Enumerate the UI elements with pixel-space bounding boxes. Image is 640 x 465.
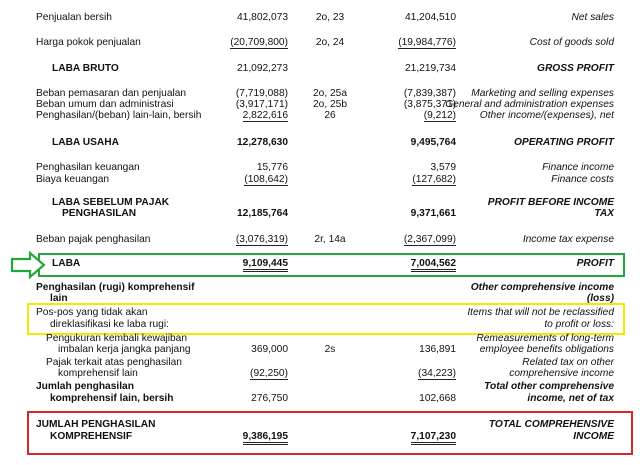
pbt-en-line1: PROFIT BEFORE INCOME bbox=[487, 197, 614, 208]
general-admin-label: Beban umum dan administrasi bbox=[36, 99, 174, 110]
related-tax-current: (92,250) bbox=[250, 368, 288, 379]
total-ci-current: 9,386,195 bbox=[243, 431, 288, 445]
total-oci-line1: Jumlah penghasilan bbox=[36, 381, 134, 392]
oci-header-en-line2: (loss) bbox=[586, 293, 614, 304]
net-sales-prior: 41,204,510 bbox=[405, 12, 456, 23]
cogs-prior: (19,984,776) bbox=[398, 37, 456, 48]
general-admin-prior: (3,875,371) bbox=[403, 99, 456, 110]
total-oci-prior: 102,668 bbox=[419, 393, 456, 404]
tax-en: Income tax expense bbox=[522, 234, 614, 245]
marketing-en: Marketing and selling expenses bbox=[471, 88, 614, 99]
finance-income-label: Penghasilan keuangan bbox=[36, 162, 140, 173]
profit-en: PROFIT bbox=[576, 258, 614, 269]
tax-note: 2r, 14a bbox=[314, 234, 346, 245]
finance-costs-prior: (127,682) bbox=[412, 174, 456, 185]
finance-costs-current: (108,642) bbox=[244, 174, 288, 185]
general-admin-note: 2o, 25b bbox=[313, 99, 347, 110]
remeasure-en-line2: employee benefits obligations bbox=[479, 344, 614, 355]
total-oci-en-line1: Total other comprehensive bbox=[484, 381, 614, 392]
net-sales-note: 2o, 23 bbox=[315, 12, 345, 23]
total-ci-en-line1: TOTAL COMPREHENSIVE bbox=[488, 419, 614, 430]
not-reclass-line2: direklasifikasi ke laba rugi: bbox=[50, 319, 169, 330]
remeasure-current: 369,000 bbox=[251, 344, 288, 355]
gross-profit-label: LABA BRUTO bbox=[52, 63, 119, 74]
finance-income-current: 15,776 bbox=[256, 162, 288, 173]
other-income-note: 26 bbox=[324, 110, 336, 121]
finance-costs-en: Finance costs bbox=[551, 174, 614, 185]
total-ci-line2: KOMPREHENSIF bbox=[50, 431, 133, 442]
related-tax-prior: (34,223) bbox=[418, 368, 456, 379]
tax-prior: (2,367,099) bbox=[403, 234, 456, 245]
cogs-en: Cost of goods sold bbox=[529, 37, 614, 48]
tax-current: (3,076,319) bbox=[235, 234, 288, 245]
other-income-en: Other income/(expenses), net bbox=[479, 110, 614, 121]
finance-income-prior: 3,579 bbox=[430, 162, 456, 173]
related-tax-line1: Pajak terkait atas penghasilan bbox=[46, 357, 182, 368]
pbt-prior: 9,371,661 bbox=[410, 208, 456, 219]
pbt-label-line1: LABA SEBELUM PAJAK bbox=[52, 197, 170, 208]
oci-header-line2: lain bbox=[50, 293, 68, 304]
not-reclass-line1: Pos-pos yang tidak akan bbox=[36, 307, 148, 318]
oci-header-line1: Penghasilan (rugi) komprehensif bbox=[36, 282, 195, 293]
total-oci-en-line2: income, net of tax bbox=[527, 393, 614, 404]
cogs-note: 2o, 24 bbox=[315, 37, 345, 48]
net-sales-label: Penjualan bersih bbox=[36, 12, 112, 23]
net-sales-en: Net sales bbox=[571, 12, 614, 23]
other-income-label: Penghasilan/(beban) lain-lain, bersih bbox=[36, 110, 202, 121]
related-tax-en-line2: comprehensive income bbox=[509, 368, 614, 379]
not-reclass-en-line2: to profit or loss: bbox=[544, 319, 614, 330]
remeasure-prior: 136,891 bbox=[419, 344, 456, 355]
total-ci-en-line2: INCOME bbox=[573, 431, 614, 442]
general-admin-en: General and administration expenses bbox=[445, 99, 614, 110]
total-ci-line1: JUMLAH PENGHASILAN bbox=[36, 419, 156, 430]
not-reclass-en-line1: Items that will not be reclassified bbox=[467, 307, 614, 318]
green-arrow-icon bbox=[10, 251, 48, 282]
operating-profit-prior: 9,495,764 bbox=[410, 137, 456, 148]
marketing-note: 2o, 25a bbox=[313, 88, 347, 99]
remeasure-en-line1: Remeasurements of long-term bbox=[476, 333, 614, 344]
oci-header-en-line1: Other comprehensive income bbox=[470, 282, 614, 293]
pbt-current: 12,185,764 bbox=[237, 208, 288, 219]
cogs-label: Harga pokok penjualan bbox=[36, 37, 141, 48]
finance-costs-label: Biaya keuangan bbox=[36, 174, 110, 185]
remeasure-note: 2s bbox=[324, 344, 336, 355]
operating-profit-current: 12,278,630 bbox=[237, 137, 288, 148]
related-tax-en-line1: Related tax on other bbox=[522, 357, 614, 368]
profit-highlight-box bbox=[38, 253, 625, 277]
pbt-en-line2: TAX bbox=[594, 208, 614, 219]
pbt-label-line2: PENGHASILAN bbox=[62, 208, 137, 219]
tax-label: Beban pajak penghasilan bbox=[36, 234, 151, 245]
other-income-prior: (9,212) bbox=[423, 110, 456, 121]
operating-profit-label: LABA USAHA bbox=[52, 137, 119, 148]
remeasure-line2: imbalan kerja jangka panjang bbox=[58, 344, 191, 355]
finance-income-en: Finance income bbox=[542, 162, 614, 173]
gross-profit-en: GROSS PROFIT bbox=[537, 63, 614, 74]
general-admin-current: (3,917,171) bbox=[235, 99, 288, 110]
total-oci-line2: komprehensif lain, bersih bbox=[50, 393, 174, 404]
gross-profit-current: 21,092,273 bbox=[237, 63, 288, 74]
marketing-label: Beban pemasaran dan penjualan bbox=[36, 88, 187, 99]
marketing-current: (7,719,088) bbox=[235, 88, 288, 99]
total-ci-prior: 7,107,230 bbox=[411, 431, 456, 445]
remeasure-line1: Pengukuran kembali kewajiban bbox=[46, 333, 188, 344]
profit-label: LABA bbox=[52, 258, 81, 269]
profit-prior: 7,004,562 bbox=[411, 258, 456, 272]
other-income-current: 2,822,616 bbox=[242, 110, 288, 121]
marketing-prior: (7,839,387) bbox=[403, 88, 456, 99]
gross-profit-prior: 21,219,734 bbox=[405, 63, 456, 74]
profit-current: 9,109,445 bbox=[243, 258, 288, 272]
related-tax-line2: komprehensif lain bbox=[58, 368, 138, 379]
net-sales-current: 41,802,073 bbox=[237, 12, 288, 23]
total-oci-current: 276,750 bbox=[251, 393, 288, 404]
operating-profit-en: OPERATING PROFIT bbox=[514, 137, 614, 148]
cogs-current: (20,709,800) bbox=[230, 37, 288, 48]
